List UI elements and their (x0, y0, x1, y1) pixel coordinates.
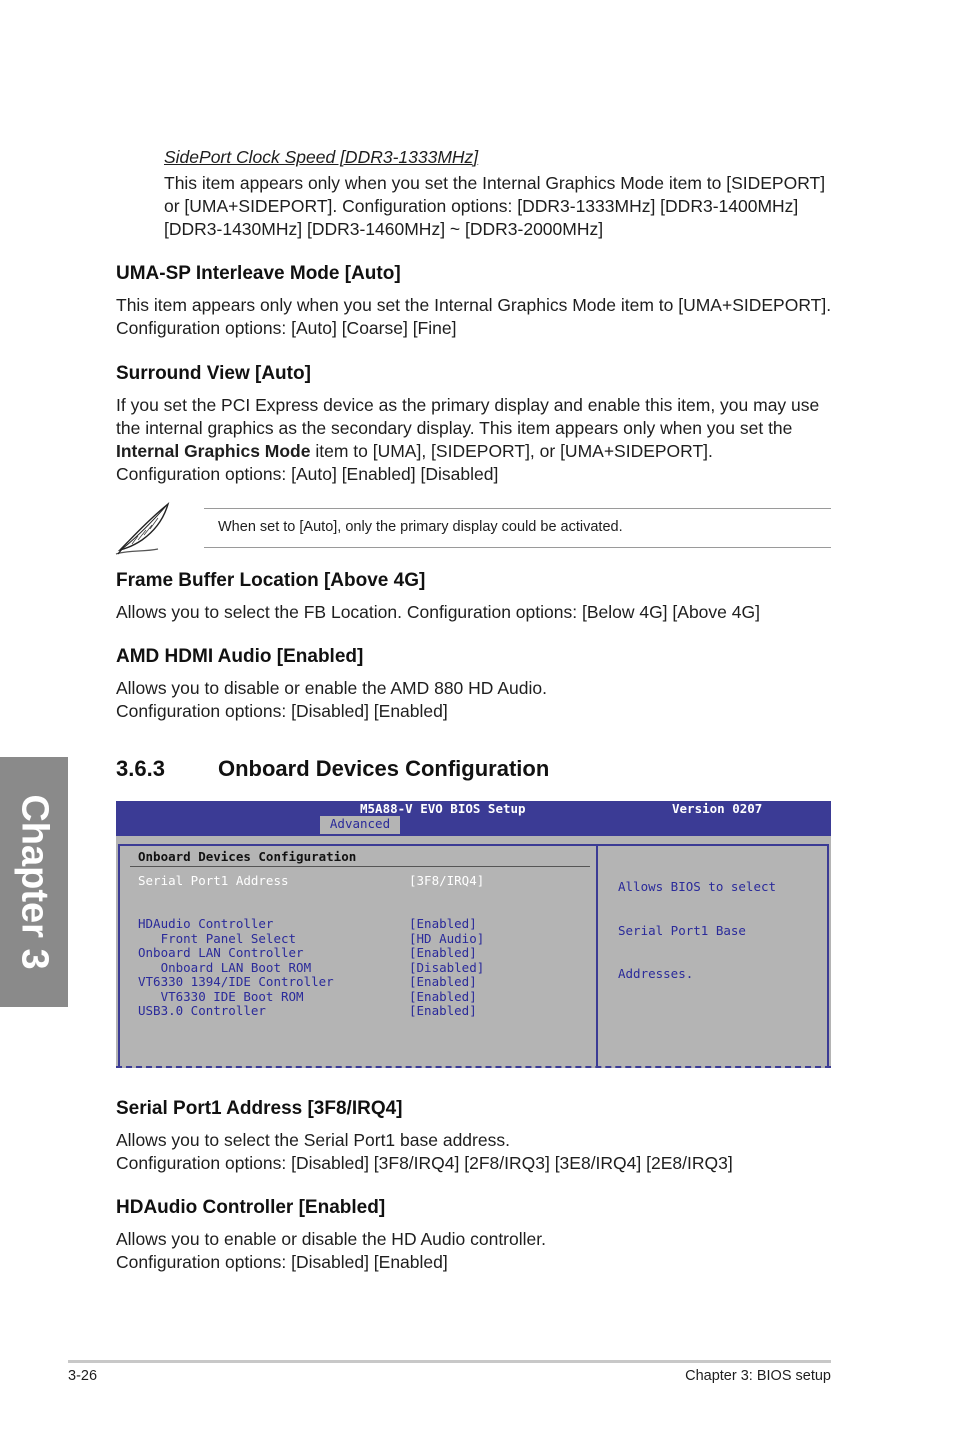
bios-value-vt6330-boot-rom[interactable]: [Enabled] (409, 988, 477, 1004)
bios-title: M5A88-V EVO BIOS Setup (360, 801, 526, 816)
bios-value-usb3-controller[interactable]: [Enabled] (409, 1003, 477, 1018)
bios-value-front-panel[interactable]: [HD Audio] (409, 930, 485, 946)
bios-help-panel (596, 844, 829, 1068)
bios-item-vt6330-controller[interactable]: VT6330 1394/IDE Controller (138, 974, 334, 989)
serial-port-line-1: Allows you to select the Serial Port1 base address. (116, 1130, 510, 1150)
bios-header (116, 801, 831, 836)
bios-help-text (618, 851, 776, 1011)
bios-item-usb3-controller[interactable]: USB3.0 Controller (138, 1003, 266, 1018)
footer-rule (68, 1360, 831, 1363)
bios-value-hdaudio[interactable]: [Enabled] (409, 916, 477, 931)
bios-section-rule (130, 866, 590, 867)
hdaudio-line-1: Allows you to enable or disable the HD Audio controller. (116, 1229, 546, 1249)
bios-screen (116, 801, 831, 1068)
bios-item-lan-boot-rom[interactable]: Onboard LAN Boot ROM (138, 959, 312, 975)
serial-port-heading: Serial Port1 Address [3F8/IRQ4] (116, 1098, 403, 1119)
frame-buffer-heading: Frame Buffer Location [Above 4G] (116, 570, 426, 591)
uma-sp-line-1: This item appears only when you set the Internal Graphics Mode item to [UMA+SIDEPORT]. (116, 295, 832, 315)
bios-item-lan-controller[interactable]: Onboard LAN Controller (138, 945, 304, 960)
sideport-line-1: This item appears only when you set the Internal Graphics Mode item to [SIDEPORT] (164, 173, 826, 193)
surround-line-3 (116, 440, 713, 463)
chapter-tab-label: Chapter 3 (13, 794, 56, 970)
note-top-rule (204, 508, 831, 509)
bios-help-line-2: Serial Port1 Base (618, 922, 746, 938)
chapter-tab (0, 757, 68, 1007)
surround-line-2: the internal graphics as the secondary display. This item appears only when you set the (116, 418, 793, 438)
sideport-title: SidePort Clock Speed [DDR3-1333MHz] (164, 147, 479, 167)
hdaudio-line-2: Configuration options: [Disabled] [Enabled] (116, 1252, 448, 1272)
note-text: When set to [Auto], only the primary display could be activated. (218, 519, 623, 535)
bios-version: Version 0207 (672, 801, 763, 816)
bios-value-lan-boot-rom[interactable]: [Disabled] (409, 959, 485, 975)
surround-view-heading: Surround View [Auto] (116, 363, 311, 384)
serial-port-line-2: Configuration options: [Disabled] [3F8/IRQ4] [2F8/IRQ3] [3E8/IRQ4] [2E8/IRQ3] (116, 1153, 733, 1173)
bios-value-vt6330-controller[interactable]: [Enabled] (409, 974, 477, 989)
footer-page-number: 3-26 (68, 1368, 98, 1384)
sideport-line-2: or [UMA+SIDEPORT]. Configuration options: [DDR3-1333MHz] [DDR3-1400MHz] (164, 196, 799, 216)
bios-bottom-dash (116, 1066, 831, 1068)
bios-help-line-1: Allows BIOS to select (618, 879, 777, 894)
surround-bold-term: Internal Graphics Mode (116, 441, 311, 461)
bios-value-serial-port1[interactable]: [3F8/IRQ4] (409, 873, 485, 888)
section-number: 3.6.3 (116, 756, 165, 781)
bios-options-panel (118, 844, 597, 1068)
hdmi-heading: AMD HDMI Audio [Enabled] (116, 646, 364, 667)
hdaudio-heading: HDAudio Controller [Enabled] (116, 1197, 386, 1218)
hdmi-line-2: Configuration options: [Disabled] [Enabled] (116, 701, 448, 721)
footer-chapter-title: Chapter 3: BIOS setup (685, 1368, 831, 1384)
bios-tab-advanced[interactable]: Advanced (320, 816, 400, 834)
hdmi-line-1: Allows you to disable or enable the AMD 880 HD Audio. (116, 678, 547, 698)
bios-help-line-3: Addresses. (618, 966, 694, 981)
bios-item-front-panel[interactable]: Front Panel Select (138, 930, 297, 946)
surround-line-3-rest: item to [UMA], [SIDEPORT], or [UMA+SIDEPORT]. (310, 441, 713, 461)
bios-item-vt6330-boot-rom[interactable]: VT6330 IDE Boot ROM (138, 988, 304, 1004)
bios-item-serial-port1[interactable]: Serial Port1 Address (138, 873, 289, 888)
note-feather-icon (114, 500, 174, 556)
section-title: Onboard Devices Configuration (218, 756, 550, 781)
note-bottom-rule (204, 547, 831, 548)
sideport-line-3: [DDR3-1430MHz] [DDR3-1460MHz] ~ [DDR3-2000MHz] (164, 219, 604, 239)
uma-sp-line-2: Configuration options: [Auto] [Coarse] [Fine] (116, 318, 457, 338)
uma-sp-heading: UMA-SP Interleave Mode [Auto] (116, 263, 401, 284)
frame-buffer-line-1: Allows you to select the FB Location. Configuration options: [Below 4G] [Above 4G] (116, 602, 760, 622)
bios-section-title: Onboard Devices Configuration (138, 849, 357, 864)
surround-line-4: Configuration options: [Auto] [Enabled] [Disabled] (116, 464, 499, 484)
bios-item-hdaudio[interactable]: HDAudio Controller (138, 916, 274, 931)
bios-value-lan-controller[interactable]: [Enabled] (409, 945, 477, 960)
surround-line-1: If you set the PCI Express device as the primary display and enable this item, you may use (116, 395, 820, 415)
